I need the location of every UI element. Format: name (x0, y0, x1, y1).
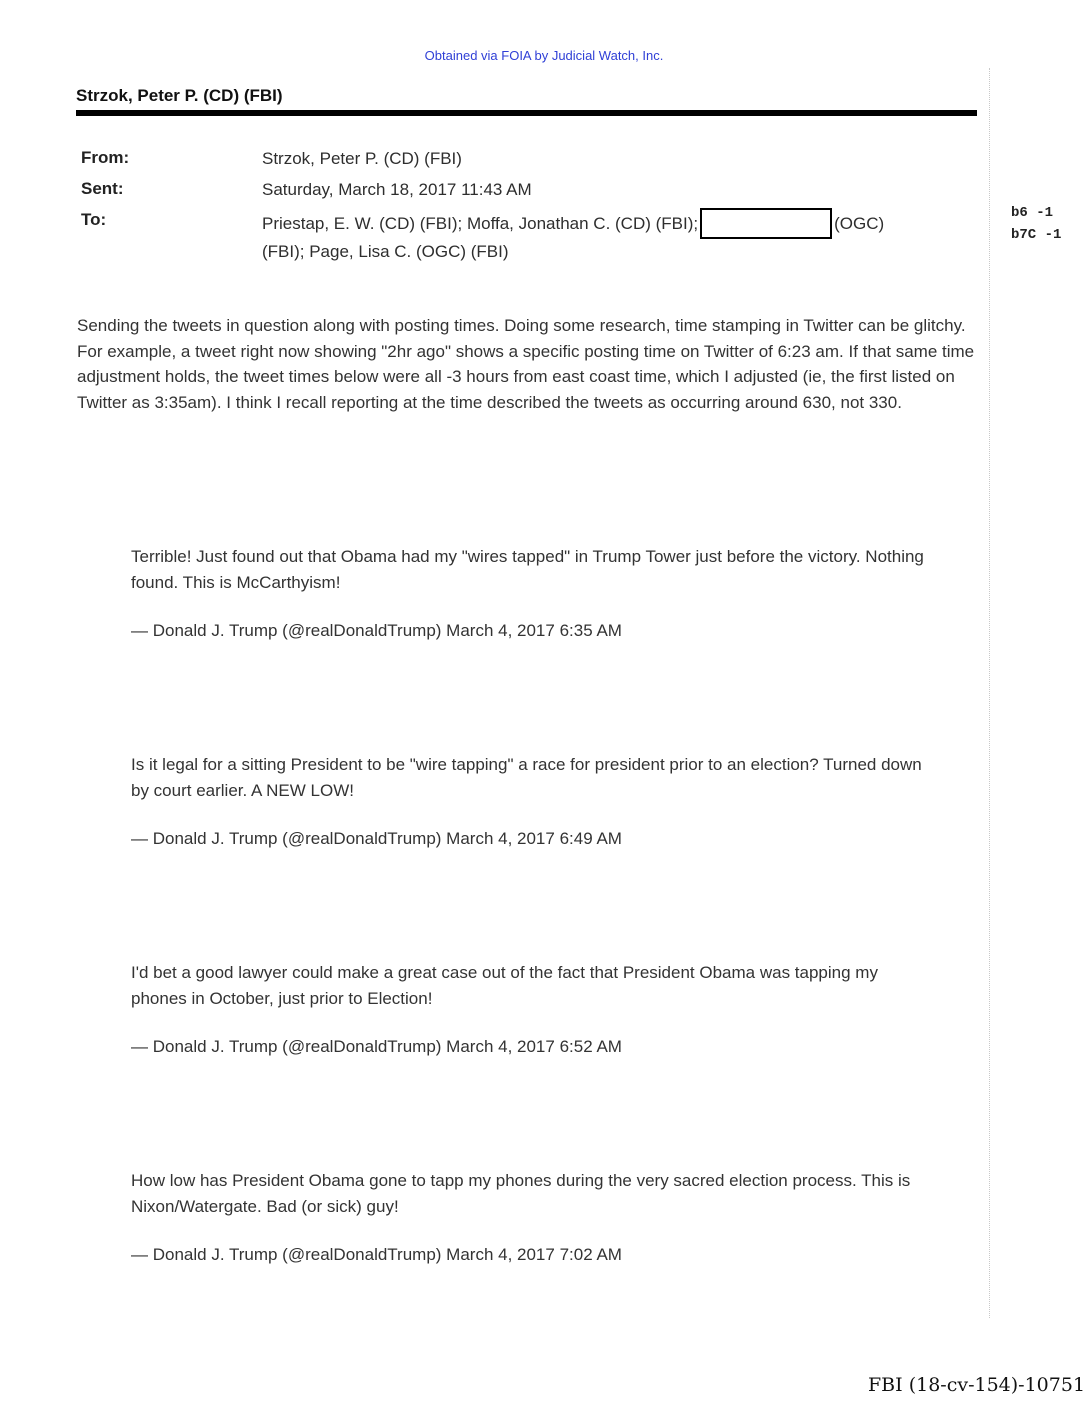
foia-watermark: Obtained via FOIA by Judicial Watch, Inc. (424, 48, 664, 63)
sent-label: Sent: (81, 179, 124, 198)
from-label: From: (81, 148, 130, 167)
tweet-signature: — Donald J. Trump (@realDonaldTrump) March 4, 2017 6:49 AM (131, 829, 622, 848)
header-rule (76, 110, 977, 116)
tweet-text: Terrible! Just found out that Obama had my "wires tapped" in Trump Tower just before the victory. Nothing found. This is McCarthyism! (131, 547, 924, 592)
to-recipients-line2: (FBI); Page, Lisa C. (OGC) (FBI) (262, 242, 509, 261)
redaction-box (700, 208, 832, 239)
exemption-code-b6: b6 -1 (1011, 205, 1054, 221)
to-label: To: (81, 210, 107, 229)
bates-number: FBI (18-cv-154)-10751 (868, 1374, 1086, 1396)
exemption-code-b7c: b7C -1 (1011, 227, 1062, 243)
tweet-signature: — Donald J. Trump (@realDonaldTrump) March 4, 2017 7:02 AM (131, 1245, 622, 1264)
tweet-text: I'd bet a good lawyer could make a great case out of the fact that President Obama was tapping my phones in October, just prior to Election! (131, 963, 878, 1008)
tweet-signature: — Donald J. Trump (@realDonaldTrump) March 4, 2017 6:52 AM (131, 1037, 622, 1056)
to-recipients-part1: Priestap, E. W. (CD) (FBI); Moffa, Jonathan C. (CD) (FBI); (262, 214, 699, 233)
from-value: Strzok, Peter P. (CD) (FBI) (262, 149, 462, 168)
sender-header: Strzok, Peter P. (CD) (FBI) (76, 86, 283, 105)
to-value (262, 208, 962, 264)
margin-line (989, 68, 990, 1318)
sent-value: Saturday, March 18, 2017 11:43 AM (262, 180, 532, 199)
tweet-text: How low has President Obama gone to tapp my phones during the very sacred election process. This is Nixon/Watergate. Bad (or sick) guy! (131, 1171, 911, 1216)
tweet-text: Is it legal for a sitting President to be "wire tapping" a race for president prior to an election? Turned down by court earlier. A NEW LOW! (131, 755, 922, 800)
to-recipients-part2: (OGC) (834, 214, 885, 233)
tweet-signature: — Donald J. Trump (@realDonaldTrump) March 4, 2017 6:35 AM (131, 621, 622, 640)
email-body: Sending the tweets in question along with posting times. Doing some research, time stamping in Twitter can be glitchy. For example, a tweet right now showing "2hr ago" shows a specific posting time on Twitter of 6:23 am. If that same time adjustment holds, the tweet times below were all -3 hours from east coast time, which I adjusted (ie, the first listed on Twitter as 3:35am). I think I recall reporting at the time described the tweets as occurring around 630, not 330. (77, 316, 975, 412)
